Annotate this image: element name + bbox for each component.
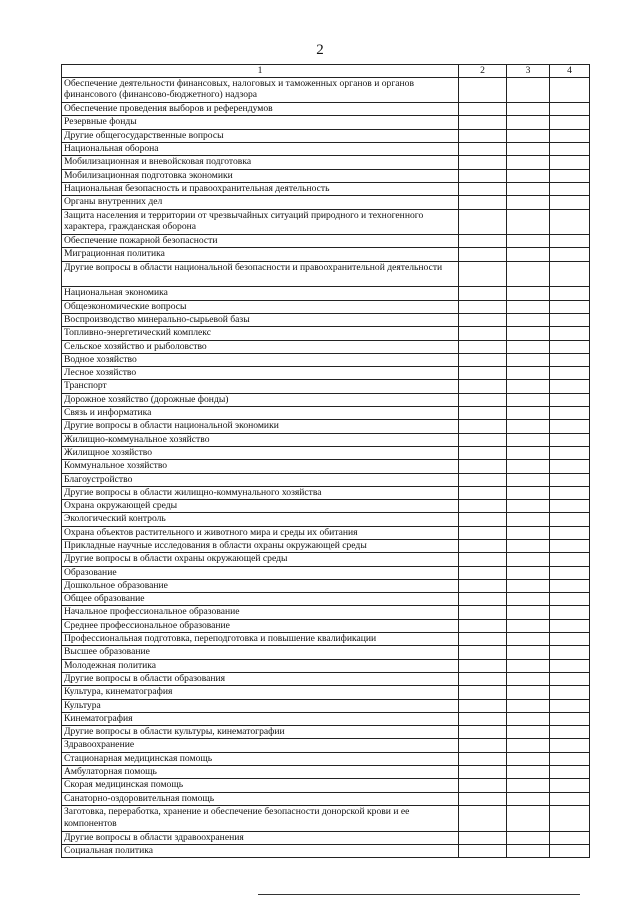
value-cell-col4 (550, 143, 590, 156)
value-cell-col4 (550, 553, 590, 566)
value-cell-col3 (507, 116, 550, 129)
value-cell-col3 (507, 460, 550, 473)
row-label: Другие вопросы в области здравоохранения (62, 831, 459, 844)
value-cell-col4 (550, 593, 590, 606)
value-cell-col4 (550, 129, 590, 142)
value-cell-col2 (459, 143, 507, 156)
value-cell-col2 (459, 566, 507, 579)
value-cell-col2 (459, 766, 507, 779)
table-row (62, 209, 590, 235)
row-label: Амбулаторная помощь (62, 766, 459, 779)
value-cell-col2 (459, 248, 507, 261)
table-row (62, 805, 590, 831)
value-cell-col3 (507, 672, 550, 685)
value-cell-col3 (507, 699, 550, 712)
row-label: Санаторно-оздоровительная помощь (62, 792, 459, 805)
row-label: Другие вопросы в области культуры, кинематографии (62, 726, 459, 739)
value-cell-col2 (459, 844, 507, 857)
value-cell-col4 (550, 792, 590, 805)
row-label: Другие вопросы в области жилищно-коммунального хозяйства (62, 486, 459, 499)
table-row (62, 300, 590, 313)
table-body (62, 77, 590, 858)
value-cell-col4 (550, 367, 590, 380)
row-label: Транспорт (62, 380, 459, 393)
value-cell-col3 (507, 726, 550, 739)
value-cell-col3 (507, 129, 550, 142)
value-cell-col4 (550, 313, 590, 326)
value-cell-col2 (459, 327, 507, 340)
value-cell-col2 (459, 659, 507, 672)
row-label: Дорожное хозяйство (дорожные фонды) (62, 393, 459, 406)
value-cell-col2 (459, 792, 507, 805)
value-cell-col2 (459, 526, 507, 539)
value-cell-col2 (459, 446, 507, 459)
value-cell-col3 (507, 380, 550, 393)
value-cell-col2 (459, 513, 507, 526)
value-cell-col3 (507, 619, 550, 632)
value-cell-col4 (550, 619, 590, 632)
value-cell-col4 (550, 300, 590, 313)
value-cell-col4 (550, 633, 590, 646)
value-cell-col2 (459, 686, 507, 699)
table-row (62, 526, 590, 539)
value-cell-col4 (550, 473, 590, 486)
value-cell-col2 (459, 196, 507, 209)
table-row (62, 433, 590, 446)
row-label: Лесное хозяйство (62, 367, 459, 380)
row-label: Национальная безопасность и правоохранительная деятельность (62, 182, 459, 195)
value-cell-col4 (550, 779, 590, 792)
value-cell-col2 (459, 486, 507, 499)
value-cell-col3 (507, 169, 550, 182)
table-row (62, 156, 590, 169)
table-row (62, 196, 590, 209)
row-label: Национальная экономика (62, 287, 459, 300)
table-row (62, 752, 590, 765)
table-row (62, 553, 590, 566)
value-cell-col2 (459, 300, 507, 313)
row-label: Экологический контроль (62, 513, 459, 526)
table-row (62, 686, 590, 699)
column-header-2: 2 (459, 65, 507, 78)
row-label: Органы внутренних дел (62, 196, 459, 209)
value-cell-col3 (507, 103, 550, 116)
table-row (62, 566, 590, 579)
value-cell-col3 (507, 287, 550, 300)
row-label: Жилищное хозяйство (62, 446, 459, 459)
row-label: Охрана объектов растительного и животного мира и среды их обитания (62, 526, 459, 539)
value-cell-col4 (550, 235, 590, 248)
table-row (62, 340, 590, 353)
value-cell-col2 (459, 313, 507, 326)
row-label: Скорая медицинская помощь (62, 779, 459, 792)
value-cell-col4 (550, 831, 590, 844)
table-row (62, 116, 590, 129)
value-cell-col4 (550, 712, 590, 725)
value-cell-col4 (550, 500, 590, 513)
row-label: Водное хозяйство (62, 353, 459, 366)
table-row (62, 327, 590, 340)
value-cell-col2 (459, 420, 507, 433)
value-cell-col3 (507, 486, 550, 499)
table-row (62, 699, 590, 712)
value-cell-col3 (507, 739, 550, 752)
value-cell-col3 (507, 659, 550, 672)
table-row (62, 792, 590, 805)
table-row (62, 500, 590, 513)
value-cell-col4 (550, 156, 590, 169)
value-cell-col3 (507, 433, 550, 446)
value-cell-col2 (459, 460, 507, 473)
row-label: Связь и информатика (62, 407, 459, 420)
value-cell-col4 (550, 287, 590, 300)
column-header-3: 3 (507, 65, 550, 78)
value-cell-col4 (550, 686, 590, 699)
table-row (62, 393, 590, 406)
value-cell-col2 (459, 129, 507, 142)
value-cell-col4 (550, 433, 590, 446)
row-label: Начальное профессиональное образование (62, 606, 459, 619)
value-cell-col4 (550, 699, 590, 712)
value-cell-col2 (459, 646, 507, 659)
value-cell-col4 (550, 739, 590, 752)
footer-rule (258, 894, 580, 895)
value-cell-col3 (507, 77, 550, 103)
value-cell-col4 (550, 579, 590, 592)
value-cell-col3 (507, 473, 550, 486)
value-cell-col4 (550, 327, 590, 340)
row-label: Культура, кинематография (62, 686, 459, 699)
value-cell-col4 (550, 420, 590, 433)
value-cell-col3 (507, 606, 550, 619)
table-row (62, 380, 590, 393)
value-cell-col4 (550, 460, 590, 473)
value-cell-col3 (507, 633, 550, 646)
value-cell-col2 (459, 473, 507, 486)
table-row (62, 261, 590, 287)
value-cell-col2 (459, 367, 507, 380)
row-label: Обеспечение деятельности финансовых, налоговых и таможенных органов и органов финансового (финансово-бюджетного) надзора (62, 77, 459, 103)
value-cell-col3 (507, 686, 550, 699)
table-row (62, 169, 590, 182)
value-cell-col4 (550, 844, 590, 857)
row-label: Сельское хозяйство и рыболовство (62, 340, 459, 353)
value-cell-col2 (459, 831, 507, 844)
value-cell-col4 (550, 407, 590, 420)
table-row (62, 672, 590, 685)
table-row (62, 659, 590, 672)
row-label: Мобилизационная подготовка экономики (62, 169, 459, 182)
row-label: Среднее профессиональное образование (62, 619, 459, 632)
row-label: Здравоохранение (62, 739, 459, 752)
value-cell-col3 (507, 779, 550, 792)
value-cell-col2 (459, 116, 507, 129)
table-row (62, 182, 590, 195)
value-cell-col3 (507, 420, 550, 433)
table-row (62, 579, 590, 592)
value-cell-col3 (507, 844, 550, 857)
value-cell-col2 (459, 553, 507, 566)
value-cell-col2 (459, 77, 507, 103)
value-cell-col4 (550, 103, 590, 116)
value-cell-col3 (507, 831, 550, 844)
row-label: Резервные фонды (62, 116, 459, 129)
value-cell-col2 (459, 380, 507, 393)
value-cell-col4 (550, 566, 590, 579)
row-label: Профессиональная подготовка, переподготовка и повышение квалификации (62, 633, 459, 646)
row-label: Заготовка, переработка, хранение и обеспечение безопасности донорской крови и ее компонентов (62, 805, 459, 831)
value-cell-col2 (459, 726, 507, 739)
row-label: Обеспечение пожарной безопасности (62, 235, 459, 248)
value-cell-col4 (550, 380, 590, 393)
table-row (62, 129, 590, 142)
row-label: Воспроизводство минерально-сырьевой базы (62, 313, 459, 326)
row-label: Прикладные научные исследования в области охраны окружающей среды (62, 539, 459, 552)
value-cell-col3 (507, 593, 550, 606)
value-cell-col3 (507, 209, 550, 235)
value-cell-col4 (550, 393, 590, 406)
table-row (62, 619, 590, 632)
value-cell-col2 (459, 156, 507, 169)
row-label: Мобилизационная и вневойсковая подготовка (62, 156, 459, 169)
row-label: Высшее образование (62, 646, 459, 659)
value-cell-col3 (507, 261, 550, 287)
table-row (62, 313, 590, 326)
value-cell-col2 (459, 407, 507, 420)
value-cell-col2 (459, 606, 507, 619)
value-cell-col2 (459, 805, 507, 831)
value-cell-col4 (550, 248, 590, 261)
table-row (62, 473, 590, 486)
value-cell-col3 (507, 367, 550, 380)
row-label: Кинематография (62, 712, 459, 725)
value-cell-col4 (550, 340, 590, 353)
row-label: Жилищно-коммунальное хозяйство (62, 433, 459, 446)
row-label: Молодежная политика (62, 659, 459, 672)
table-row (62, 712, 590, 725)
row-label: Защита населения и территории от чрезвычайных ситуаций природного и техногенного характера, гражданская оборона (62, 209, 459, 235)
value-cell-col3 (507, 446, 550, 459)
table-row (62, 831, 590, 844)
table-row (62, 235, 590, 248)
table-row (62, 766, 590, 779)
value-cell-col2 (459, 393, 507, 406)
row-label: Национальная оборона (62, 143, 459, 156)
table-row (62, 420, 590, 433)
page-number: 2 (316, 42, 324, 58)
value-cell-col2 (459, 672, 507, 685)
value-cell-col4 (550, 646, 590, 659)
table-row (62, 143, 590, 156)
value-cell-col2 (459, 433, 507, 446)
value-cell-col2 (459, 169, 507, 182)
column-header-4: 4 (550, 65, 590, 78)
value-cell-col4 (550, 169, 590, 182)
value-cell-col2 (459, 752, 507, 765)
table-row (62, 726, 590, 739)
value-cell-col2 (459, 739, 507, 752)
column-header-1: 1 (62, 65, 459, 78)
table-row (62, 367, 590, 380)
row-label: Обеспечение проведения выборов и референдумов (62, 103, 459, 116)
row-label: Другие вопросы в области образования (62, 672, 459, 685)
value-cell-col4 (550, 526, 590, 539)
value-cell-col2 (459, 500, 507, 513)
value-cell-col4 (550, 182, 590, 195)
value-cell-col3 (507, 805, 550, 831)
value-cell-col4 (550, 766, 590, 779)
value-cell-col3 (507, 353, 550, 366)
value-cell-col3 (507, 248, 550, 261)
value-cell-col3 (507, 752, 550, 765)
value-cell-col3 (507, 156, 550, 169)
row-label: Другие вопросы в области национальной экономики (62, 420, 459, 433)
value-cell-col2 (459, 633, 507, 646)
value-cell-col4 (550, 805, 590, 831)
row-label: Топливно-энергетический комплекс (62, 327, 459, 340)
value-cell-col4 (550, 726, 590, 739)
value-cell-col3 (507, 712, 550, 725)
value-cell-col4 (550, 261, 590, 287)
row-label: Образование (62, 566, 459, 579)
table-row (62, 593, 590, 606)
value-cell-col3 (507, 539, 550, 552)
value-cell-col3 (507, 313, 550, 326)
table-row (62, 739, 590, 752)
table-row (62, 539, 590, 552)
table-row (62, 844, 590, 857)
value-cell-col2 (459, 712, 507, 725)
value-cell-col3 (507, 340, 550, 353)
table-row (62, 486, 590, 499)
row-label: Дошкольное образование (62, 579, 459, 592)
row-label: Другие вопросы в области охраны окружающей среды (62, 553, 459, 566)
value-cell-col2 (459, 593, 507, 606)
table-row (62, 446, 590, 459)
value-cell-col4 (550, 539, 590, 552)
table-row (62, 779, 590, 792)
table-row (62, 287, 590, 300)
table-row (62, 460, 590, 473)
table-row (62, 633, 590, 646)
table-row (62, 248, 590, 261)
value-cell-col2 (459, 779, 507, 792)
table-row (62, 77, 590, 103)
table-row (62, 407, 590, 420)
value-cell-col3 (507, 407, 550, 420)
table-row (62, 353, 590, 366)
value-cell-col3 (507, 646, 550, 659)
value-cell-col3 (507, 566, 550, 579)
value-cell-col4 (550, 353, 590, 366)
value-cell-col2 (459, 539, 507, 552)
value-cell-col2 (459, 261, 507, 287)
value-cell-col3 (507, 513, 550, 526)
row-label: Другие общегосударственные вопросы (62, 129, 459, 142)
value-cell-col2 (459, 103, 507, 116)
value-cell-col4 (550, 116, 590, 129)
value-cell-col3 (507, 553, 550, 566)
value-cell-col3 (507, 579, 550, 592)
value-cell-col4 (550, 659, 590, 672)
value-cell-col4 (550, 606, 590, 619)
value-cell-col2 (459, 619, 507, 632)
value-cell-col2 (459, 353, 507, 366)
row-label: Благоустройство (62, 473, 459, 486)
row-label: Общее образование (62, 593, 459, 606)
value-cell-col2 (459, 287, 507, 300)
value-cell-col3 (507, 143, 550, 156)
row-label: Другие вопросы в области национальной безопасности и правоохранительной деятельности (62, 261, 459, 287)
value-cell-col3 (507, 235, 550, 248)
row-label: Миграционная политика (62, 248, 459, 261)
value-cell-col4 (550, 672, 590, 685)
row-label: Социальная политика (62, 844, 459, 857)
value-cell-col4 (550, 513, 590, 526)
value-cell-col2 (459, 699, 507, 712)
value-cell-col2 (459, 579, 507, 592)
table-row (62, 606, 590, 619)
value-cell-col3 (507, 300, 550, 313)
value-cell-col4 (550, 486, 590, 499)
budget-classification-table (61, 64, 590, 858)
row-label: Культура (62, 699, 459, 712)
value-cell-col3 (507, 500, 550, 513)
value-cell-col4 (550, 77, 590, 103)
table-row (62, 646, 590, 659)
value-cell-col2 (459, 182, 507, 195)
value-cell-col3 (507, 766, 550, 779)
value-cell-col2 (459, 340, 507, 353)
value-cell-col2 (459, 235, 507, 248)
row-label: Охрана окружающей среды (62, 500, 459, 513)
table-header-row (62, 65, 590, 78)
row-label: Общеэкономические вопросы (62, 300, 459, 313)
row-label: Коммунальное хозяйство (62, 460, 459, 473)
table-row (62, 103, 590, 116)
value-cell-col4 (550, 446, 590, 459)
value-cell-col4 (550, 752, 590, 765)
row-label: Стационарная медицинская помощь (62, 752, 459, 765)
value-cell-col2 (459, 209, 507, 235)
value-cell-col3 (507, 182, 550, 195)
value-cell-col3 (507, 526, 550, 539)
value-cell-col3 (507, 196, 550, 209)
table-row (62, 513, 590, 526)
value-cell-col4 (550, 196, 590, 209)
value-cell-col3 (507, 393, 550, 406)
value-cell-col3 (507, 327, 550, 340)
value-cell-col3 (507, 792, 550, 805)
value-cell-col4 (550, 209, 590, 235)
